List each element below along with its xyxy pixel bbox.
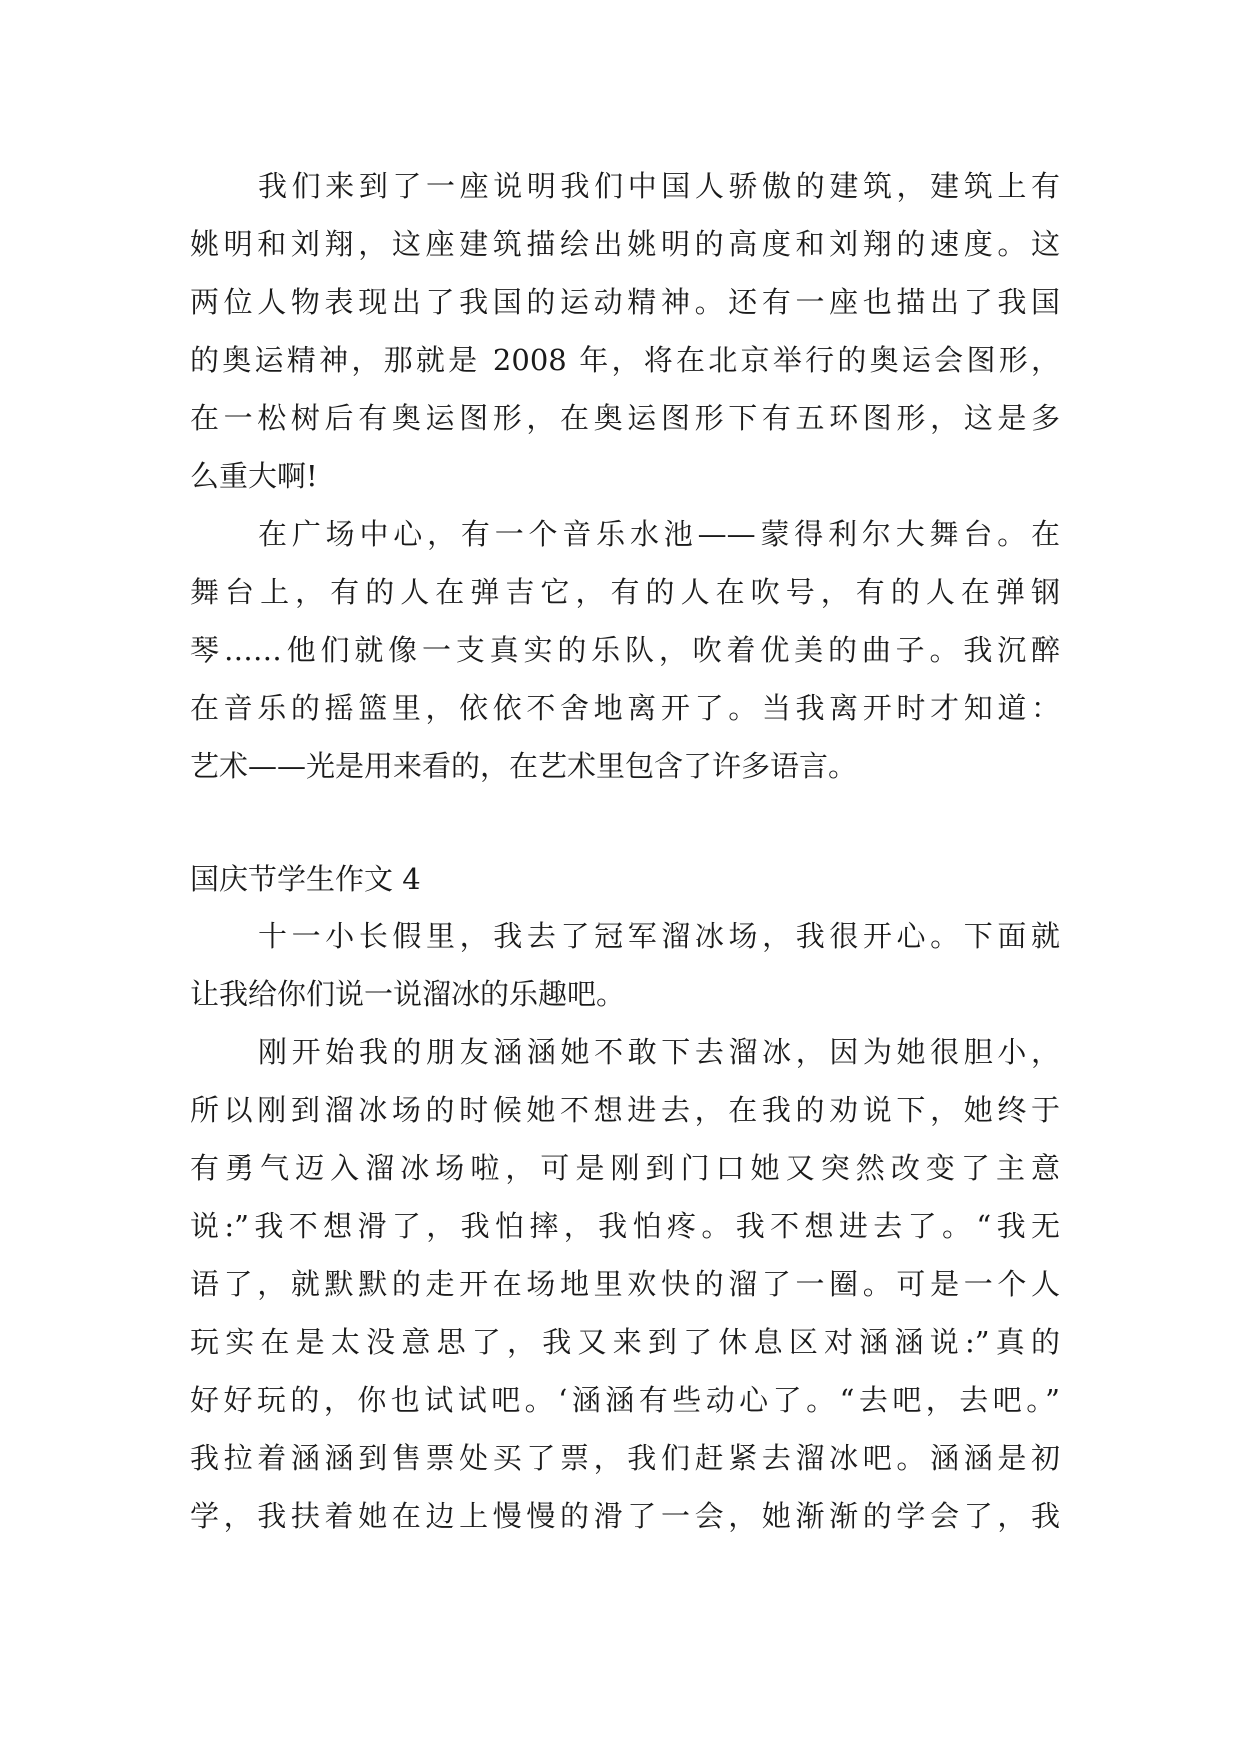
paragraph-line: 说:”我不想滑了，我怕摔，我怕疼。我不想进去了。“我无 — [190, 1209, 1060, 1243]
paragraph-line: 有勇气迈入溜冰场啦，可是刚到门口她又突然改变了主意 — [190, 1151, 1060, 1185]
paragraph-line: 么重大啊! — [190, 459, 318, 493]
paragraph-line: 艺术——光是用来看的，在艺术里包含了许多语言。 — [190, 749, 858, 783]
section-title: 国庆节学生作文 4 — [190, 862, 421, 896]
paragraph-line: 姚明和刘翔，这座建筑描绘出姚明的高度和刘翔的速度。这 — [190, 227, 1060, 261]
paragraph-line: 玩实在是太没意思了，我又来到了休息区对涵涵说:”真的 — [190, 1325, 1060, 1359]
paragraph-line: 在广场中心，有一个音乐水池——蒙得利尔大舞台。在 — [258, 517, 1060, 551]
paragraph-line: 在音乐的摇篮里，依依不舍地离开了。当我离开时才知道： — [190, 691, 1060, 725]
paragraph-line: 舞台上，有的人在弹吉它，有的人在吹号，有的人在弹钢 — [190, 575, 1060, 609]
paragraph-line: 语了，就默默的走开在场地里欢快的溜了一圈。可是一个人 — [190, 1267, 1060, 1301]
paragraph-line: 刚开始我的朋友涵涵她不敢下去溜冰，因为她很胆小， — [258, 1035, 1060, 1069]
paragraph-line: 在一松树后有奥运图形，在奥运图形下有五环图形，这是多 — [190, 401, 1060, 435]
paragraph-line: 十一小长假里，我去了冠军溜冰场，我很开心。下面就 — [258, 919, 1060, 953]
paragraph-line: 学，我扶着她在边上慢慢的滑了一会，她渐渐的学会了，我 — [190, 1499, 1060, 1533]
paragraph-line: 我们来到了一座说明我们中国人骄傲的建筑，建筑上有 — [258, 169, 1060, 203]
paragraph-line: 所以刚到溜冰场的时候她不想进去，在我的劝说下，她终于 — [190, 1093, 1060, 1127]
paragraph-line: 好好玩的，你也试试吧。‘涵涵有些动心了。“去吧，去吧。” — [190, 1383, 1060, 1417]
paragraph-line: 让我给你们说一说溜冰的乐趣吧。 — [190, 977, 626, 1011]
paragraph-line: 我拉着涵涵到售票处买了票，我们赶紧去溜冰吧。涵涵是初 — [190, 1441, 1060, 1475]
paragraph-line: 两位人物表现出了我国的运动精神。还有一座也描出了我国 — [190, 285, 1060, 319]
paragraph-line: 琴……他们就像一支真实的乐队，吹着优美的曲子。我沉醉 — [190, 633, 1060, 667]
paragraph-line: 的奥运精神，那就是 2008 年，将在北京举行的奥运会图形， — [190, 343, 1060, 377]
